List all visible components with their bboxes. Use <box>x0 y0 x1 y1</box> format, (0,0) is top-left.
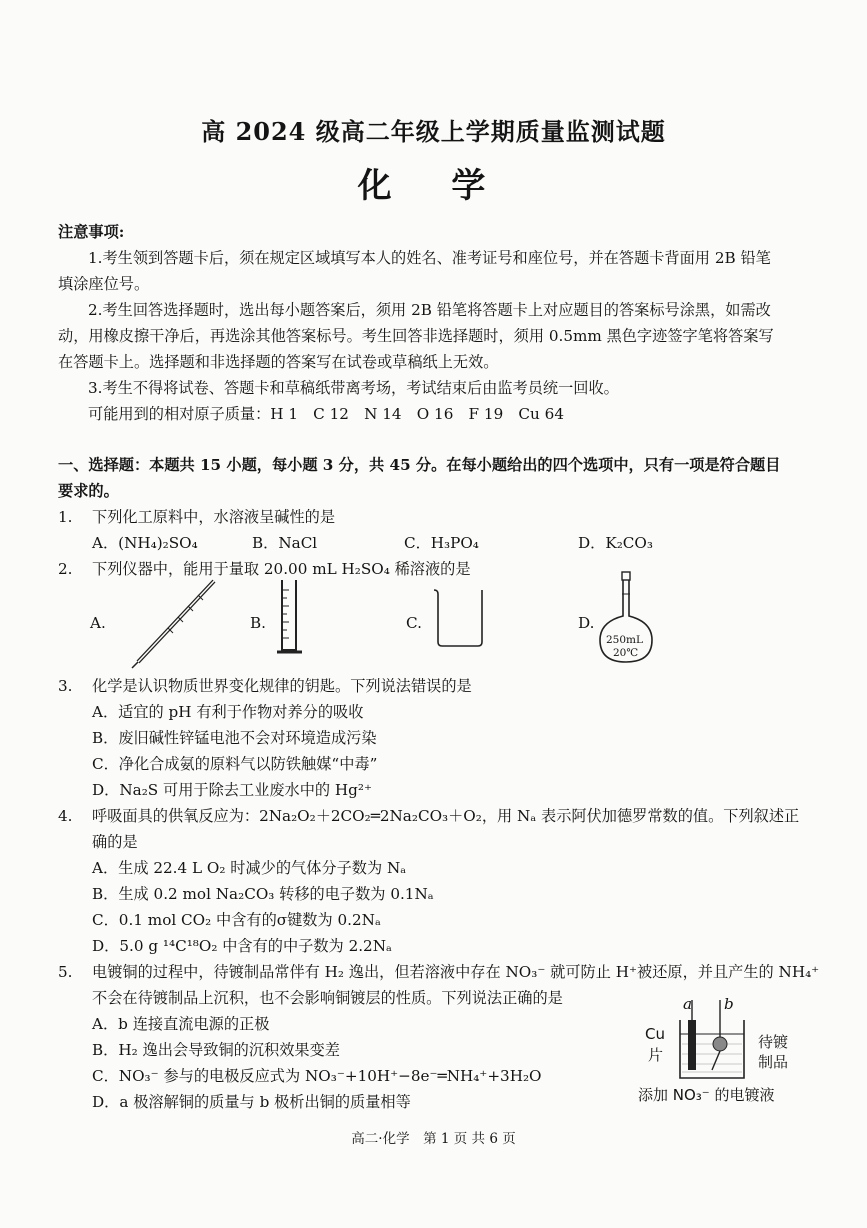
notice-item-2-line-1: 2.考生回答选择题时，选出每小题答案后，须用 2B 铅笔将答题卡上对应题目的答案标号涂黑，如需改 <box>88 301 771 319</box>
q5-stem-line-2: 不会在待镀制品上沉积，也不会影响铜镀层的性质。下列说法正确的是 <box>92 989 563 1007</box>
electrode-a-label: a <box>683 995 693 1013</box>
pipette-icon <box>128 578 218 670</box>
exam-title: 高 2024 级高二年级上学期质量监测试题 <box>201 117 666 146</box>
notice-heading: 注意事项: <box>58 223 125 241</box>
notice-item-3: 3.考生不得将试卷、答题卡和草稿纸带离考场，考试结束后由监考员统一回收。 <box>88 379 619 397</box>
q2-option-b: B. <box>250 614 266 632</box>
q4-stem-line-1: 呼吸面具的供氧反应为：2Na₂O₂＋2CO₂═2Na₂CO₃＋O₂，用 Nₐ 表示阿伏加德罗常数的值。下列叙述正 <box>92 807 800 825</box>
notice-item-1-line-2: 填涂座位号。 <box>58 275 150 293</box>
notice-item-1-line-1: 1.考生领到答题卡后，须在规定区域填写本人的姓名、准考证号和座位号，并在答题卡背面用 2B 铅笔 <box>88 249 771 267</box>
q3-option-c: C．净化合成氨的原料气以防铁触媒“中毒” <box>92 755 378 773</box>
q2-stem: 下列仪器中，能用于量取 20.00 mL H₂SO₄ 稀溶液的是 <box>92 560 471 578</box>
q1-stem: 下列化工原料中，水溶液呈碱性的是 <box>92 508 335 526</box>
q5-option-a: A．b 连接直流电源的正极 <box>92 1015 270 1033</box>
electrode-b-label: b <box>724 995 734 1013</box>
q4-option-a: A．生成 22.4 L O₂ 时减少的气体分子数为 Nₐ <box>92 859 407 877</box>
notice-item-2-line-2: 动，用橡皮擦干净后，再选涂其他答案标号。考生回答非选择题时，须用 0.5mm 黑色字迹签字笔将答案写 <box>58 327 774 345</box>
beaker-icon <box>430 586 490 650</box>
q1-option-c: C．H₃PO₄ <box>404 534 479 552</box>
q3-number: 3. <box>58 677 73 695</box>
q5-option-c: C．NO₃⁻ 参与的电极反应式为 NO₃⁻+10H⁺−8e⁻═NH₄⁺+3H₂O <box>92 1067 542 1085</box>
q2-option-d: D. <box>578 614 595 632</box>
q5-number: 5. <box>58 963 73 981</box>
page-footer: 高二·化学 第 1 页 共 6 页 <box>351 1131 516 1147</box>
atomic-masses: 可能用到的相对原子质量：H 1 C 12 N 14 O 16 F 19 Cu 64 <box>88 405 564 423</box>
graduated-cylinder-icon <box>276 578 308 660</box>
q2-option-a: A. <box>90 614 106 632</box>
q1-option-a: A．(NH₄)₂SO₄ <box>92 534 198 552</box>
copper-label-line-2: 片 <box>648 1046 664 1064</box>
plated-item-label-line-2: 制品 <box>758 1053 789 1071</box>
q4-option-b: B．生成 0.2 mol Na₂CO₃ 转移的电子数为 0.1Nₐ <box>92 885 434 903</box>
q4-stem-line-2: 确的是 <box>92 833 138 851</box>
q1-number: 1. <box>58 508 73 526</box>
section-heading-line-2: 要求的。 <box>58 482 119 500</box>
notice-item-2-line-3: 在答题卡上。选择题和非选择题的答案写在试卷或草稿纸上无效。 <box>58 353 499 371</box>
electrolyte-caption: 添加 NO₃⁻ 的电镀液 <box>638 1086 775 1104</box>
q4-number: 4. <box>58 807 73 825</box>
q2-number: 2. <box>58 560 73 578</box>
q5-option-b: B．H₂ 逸出会导致铜的沉积效果变差 <box>92 1041 340 1059</box>
q3-option-a: A．适宜的 pH 有利于作物对养分的吸收 <box>92 703 364 721</box>
flask-volume-label: 250mL <box>606 634 643 646</box>
q4-option-c: C．0.1 mol CO₂ 中含有的σ键数为 0.2Nₐ <box>92 911 381 929</box>
section-heading-line-1: 一、选择题：本题共 15 小题，每小题 3 分，共 45 分。在每小题给出的四个选项中，只有一项是符合题目 <box>58 456 781 474</box>
q4-option-d: D．5.0 g ¹⁴C¹⁸O₂ 中含有的中子数为 2.2Nₐ <box>92 937 392 955</box>
q3-option-b: B．废旧碱性锌锰电池不会对环境造成污染 <box>92 729 377 747</box>
q1-option-d: D．K₂CO₃ <box>578 534 653 552</box>
plated-item-label-line-1: 待镀 <box>758 1033 789 1051</box>
copper-label-line-1: Cu <box>645 1025 665 1043</box>
subject-title: 化 学 <box>357 166 510 206</box>
q3-stem: 化学是认识物质世界变化规律的钥匙。下列说法错误的是 <box>92 677 472 695</box>
q5-option-d: D．a 极溶解铜的质量与 b 极析出铜的质量相等 <box>92 1093 411 1111</box>
q2-option-c: C. <box>406 614 422 632</box>
q1-option-b: B．NaCl <box>252 534 318 552</box>
q3-option-d: D．Na₂S 可用于除去工业废水中的 Hg²⁺ <box>92 781 372 799</box>
flask-temperature-label: 20℃ <box>613 647 639 659</box>
q5-stem-line-1: 电镀铜的过程中，待镀制品常伴有 H₂ 逸出，但若溶液中存在 NO₃⁻ 就可防止 H⁺被还原，并且产生的 NH₄⁺ <box>92 963 820 981</box>
